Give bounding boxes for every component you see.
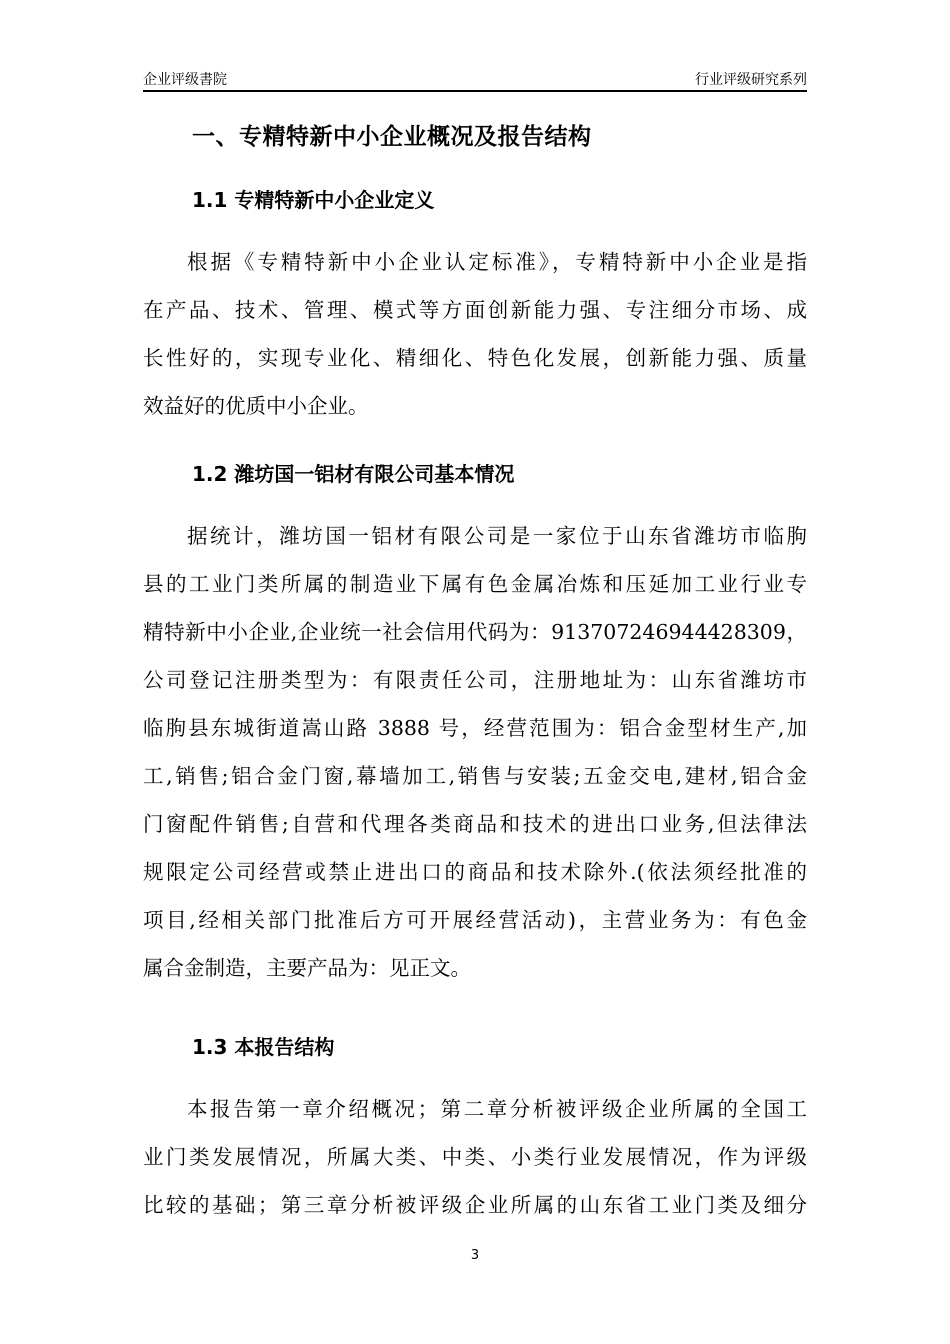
chapter-title: 一、专精特新中小企业概况及报告结构 <box>192 124 592 150</box>
section-title-1-1: 1.1 专精特新中小企业定义 <box>192 188 435 212</box>
paragraph-line: 门窗配件销售;自营和代理各类商品和技术的进出口业务,但法律法 <box>143 812 807 836</box>
header-series: 行业评级研究系列 <box>695 72 807 88</box>
header-publisher: 企业评级書院 <box>143 72 227 88</box>
paragraph-line: 工,销售;铝合金门窗,幕墙加工,销售与安装;五金交电,建材,铝合金 <box>143 764 807 788</box>
section-title-1-3: 1.3 本报告结构 <box>192 1035 335 1059</box>
paragraph-line: 长性好的，实现专业化、精细化、特色化发展，创新能力强、质量 <box>143 346 807 370</box>
paragraph-line: 精特新中小企业,企业统一社会信用代码为：913707246944428309， <box>143 620 807 644</box>
paragraph-line: 公司登记注册类型为：有限责任公司，注册地址为：山东省潍坊市 <box>143 668 807 692</box>
paragraph-line: 据统计，潍坊国一铝材有限公司是一家位于山东省潍坊市临朐 <box>187 524 807 548</box>
paragraph-line: 根据《专精特新中小企业认定标准》，专精特新中小企业是指 <box>187 250 807 274</box>
paragraph-line: 县的工业门类所属的制造业下属有色金属冶炼和压延加工业行业专 <box>143 572 807 596</box>
paragraph-line: 规限定公司经营或禁止进出口的商品和技术除外.(依法须经批准的 <box>143 860 807 884</box>
page-header <box>143 66 807 92</box>
paragraph-line: 比较的基础；第三章分析被评级企业所属的山东省工业门类及细分 <box>143 1193 807 1217</box>
page-number: 3 <box>470 1248 480 1263</box>
paragraph-line: 业门类发展情况，所属大类、中类、小类行业发展情况，作为评级 <box>143 1145 807 1169</box>
paragraph-line: 属合金制造，主要产品为：见正文。 <box>143 956 471 980</box>
paragraph-line: 效益好的优质中小企业。 <box>143 394 369 418</box>
paragraph-line: 临朐县东城街道嵩山路 3888 号，经营范围为：铝合金型材生产,加 <box>143 716 807 740</box>
paragraph-line: 项目,经相关部门批准后方可开展经营活动)，主营业务为：有色金 <box>143 908 807 932</box>
section-title-1-2: 1.2 潍坊国一铝材有限公司基本情况 <box>192 462 515 486</box>
paragraph-line: 在产品、技术、管理、模式等方面创新能力强、专注细分市场、成 <box>143 298 807 322</box>
paragraph-line: 本报告第一章介绍概况；第二章分析被评级企业所属的全国工 <box>187 1097 807 1121</box>
